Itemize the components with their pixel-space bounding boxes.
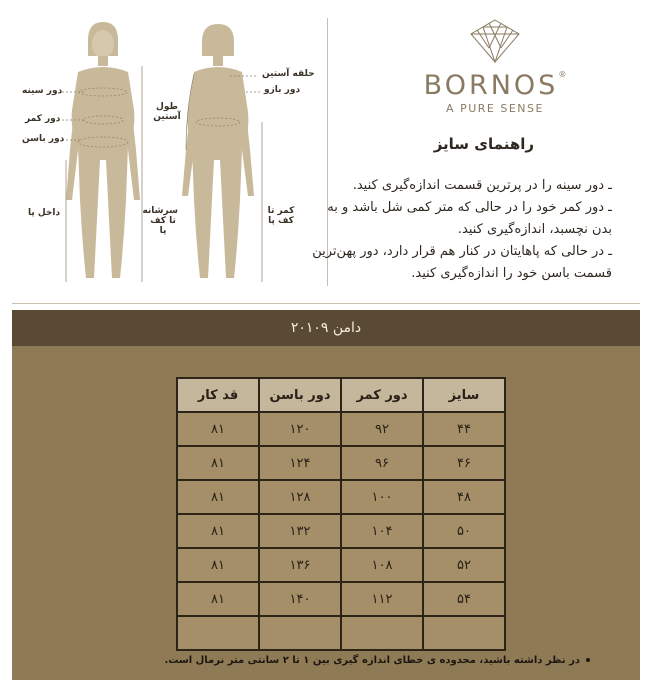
body-measurement-figures — [0, 0, 327, 300]
cell-hip: ۱۲۰ — [260, 413, 340, 445]
cell-size: ۵۰ — [424, 515, 504, 547]
diamond-lattice-icon — [469, 18, 521, 64]
cell-waist: ۱۱۲ — [342, 583, 422, 615]
back-figure-icon — [182, 24, 254, 278]
label-shoulder-to-floor: سرشانه تا کف پا — [142, 206, 178, 236]
table-row-empty — [178, 617, 504, 649]
cell-size: ۴۶ — [424, 447, 504, 479]
cell-waist: ۹۲ — [342, 413, 422, 445]
cell-size: ۴۸ — [424, 481, 504, 513]
cell-hip: ۱۳۲ — [260, 515, 340, 547]
cell-size: ۵۲ — [424, 549, 504, 581]
cell-size: ۴۴ — [424, 413, 504, 445]
label-sleeve-length: طول آستین — [153, 102, 181, 122]
column-header-length: قد کار — [178, 379, 258, 411]
cell-hip: ۱۲۴ — [260, 447, 340, 479]
cell-length: ۸۱ — [178, 515, 258, 547]
measurement-tolerance-note: در نظر داشته باشید، محدوده ی خطای اندازه گیری بین ۱ تا ۲ سانتی متر نرمال است. — [164, 655, 590, 666]
cell-length — [178, 617, 258, 649]
brand-tagline: A PURE SENSE — [446, 102, 544, 115]
table-row — [178, 515, 504, 547]
product-heading: دامن ۲۰۱۰۹ — [12, 310, 640, 346]
size-guide-header-area — [0, 0, 652, 300]
cell-size — [424, 617, 504, 649]
label-armhole: حلقه آستین — [262, 69, 315, 79]
table-row — [178, 549, 504, 581]
cell-waist: ۹۶ — [342, 447, 422, 479]
cell-waist: ۱۰۸ — [342, 549, 422, 581]
cell-length: ۸۱ — [178, 413, 258, 445]
instruction-waist: ـ دور کمر خود را در حالی که متر کمی شل باشد و به بدن نچسبد، اندازه‌گیری کنید. — [327, 200, 612, 237]
table-row — [178, 583, 504, 615]
cell-length: ۸۱ — [178, 447, 258, 479]
horizontal-divider — [12, 303, 640, 304]
cell-hip: ۱۴۰ — [260, 583, 340, 615]
label-arm: دور بازو — [264, 85, 301, 95]
table-row — [178, 447, 504, 479]
cell-waist: ۱۰۴ — [342, 515, 422, 547]
label-bust: دور سینه — [22, 86, 63, 96]
instruction-hip: ـ در حالی که پاهایتان در کنار هم قرار دارد، دور پهن‌ترین قسمت باسن خود را اندازه‌گیری کنید. — [312, 244, 612, 281]
table-row — [178, 481, 504, 513]
label-inseam: داخل پا — [28, 208, 61, 218]
table-header-row — [178, 379, 504, 411]
cell-length: ۸۱ — [178, 583, 258, 615]
column-header-waist: دور کمر — [342, 379, 422, 411]
table-row — [178, 413, 504, 445]
bullet-icon — [586, 658, 590, 662]
cell-length: ۸۱ — [178, 549, 258, 581]
brand-block — [380, 18, 610, 115]
cell-hip: ۱۲۸ — [260, 481, 340, 513]
cell-hip: ۱۳۶ — [260, 549, 340, 581]
size-table — [176, 377, 506, 651]
measurement-instructions — [312, 175, 612, 285]
column-header-size: سایز — [424, 379, 504, 411]
label-waist-to-floor: کمر تا کف پا — [267, 206, 295, 226]
cell-hip — [260, 617, 340, 649]
label-hip: دور باسن — [22, 134, 65, 144]
label-waist: دور کمر — [25, 114, 61, 124]
size-guide-title: راهنمای سایز — [433, 135, 534, 153]
body-figures-illustration — [0, 0, 327, 300]
instruction-bust: ـ دور سینه را در پرترین قسمت اندازه‌گیری کنید. — [352, 178, 612, 193]
brand-name: BORNOS® — [423, 70, 567, 101]
column-header-hip: دور باسن — [260, 379, 340, 411]
cell-waist — [342, 617, 422, 649]
cell-waist: ۱۰۰ — [342, 481, 422, 513]
cell-length: ۸۱ — [178, 481, 258, 513]
cell-size: ۵۴ — [424, 583, 504, 615]
front-figure-icon — [66, 22, 140, 278]
size-table-panel — [12, 310, 640, 680]
